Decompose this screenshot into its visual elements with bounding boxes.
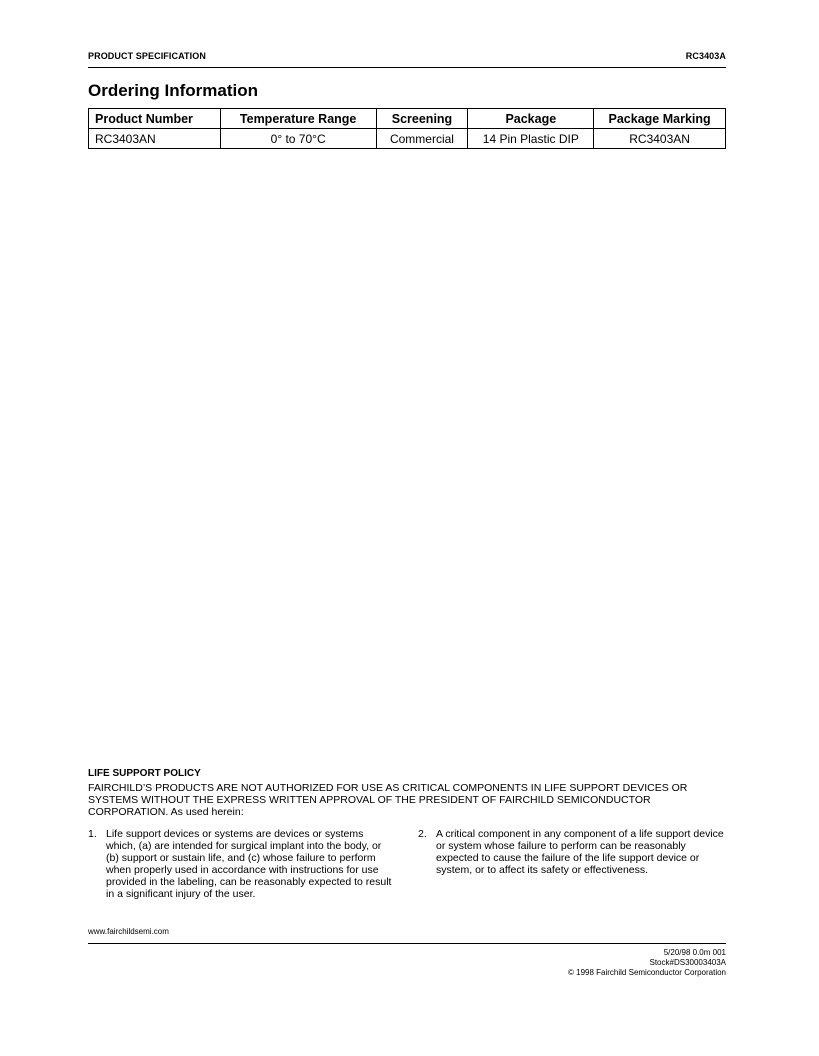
table-cell: Commercial [376, 129, 468, 149]
table-row [89, 129, 726, 149]
footer-copyright: © 1998 Fairchild Semiconductor Corporation [568, 968, 726, 977]
item-text: A critical component in any component of a life support device or system whose failure to perform can be reasonably expected to cause the failure of the life support device or system, or to affect its safety or effectiveness. [436, 828, 724, 876]
column-header: Package Marking [594, 109, 726, 129]
column-header: Product Number [89, 109, 221, 129]
item-number: 2. [418, 828, 427, 840]
section-title: Ordering Information [88, 81, 258, 100]
footer-website[interactable]: www.fairchildsemi.com [88, 927, 169, 936]
table-cell: RC3403AN [594, 129, 726, 149]
header-right: RC3403A [685, 51, 726, 61]
table-cell: 14 Pin Plastic DIP [468, 129, 594, 149]
column-header: Package [468, 109, 594, 129]
footer-stock: Stock#DS30003403A [649, 958, 726, 967]
item-number: 1. [88, 828, 97, 840]
table-cell: RC3403AN [89, 129, 221, 149]
footer-date: 5/20/98 0.0m 001 [663, 948, 726, 957]
column-header: Screening [376, 109, 468, 129]
table-cell: 0° to 70°C [220, 129, 376, 149]
header-rule [88, 67, 726, 68]
header-left: PRODUCT SPECIFICATION [88, 51, 206, 61]
ordering-table [88, 108, 726, 149]
life-support-item-2 [418, 828, 726, 876]
life-support-item-1 [88, 828, 396, 900]
item-text: Life support devices or systems are devices or systems which, (a) are intended for surgical implant into the body, or (b) support or sustain life, and (c) whose failure to perform when properly used in accordance with instructions for use provided in the labeling, can be reasonably expected to result in a significant injury of the user. [106, 828, 392, 900]
footer-rule [88, 943, 726, 944]
life-support-title: LIFE SUPPORT POLICY [88, 768, 201, 779]
table-header-row [89, 109, 726, 129]
column-header: Temperature Range [220, 109, 376, 129]
life-support-intro: FAIRCHILD’S PRODUCTS ARE NOT AUTHORIZED FOR USE AS CRITICAL COMPONENTS IN LIFE SUPPORT DEVICES OR SYSTEMS WITHOUT THE EXPRESS WRITTEN APPROVAL OF THE PRESIDENT OF FAIRCHILD SEMICONDUCTOR CORPORATION. As used herein: [88, 782, 688, 818]
